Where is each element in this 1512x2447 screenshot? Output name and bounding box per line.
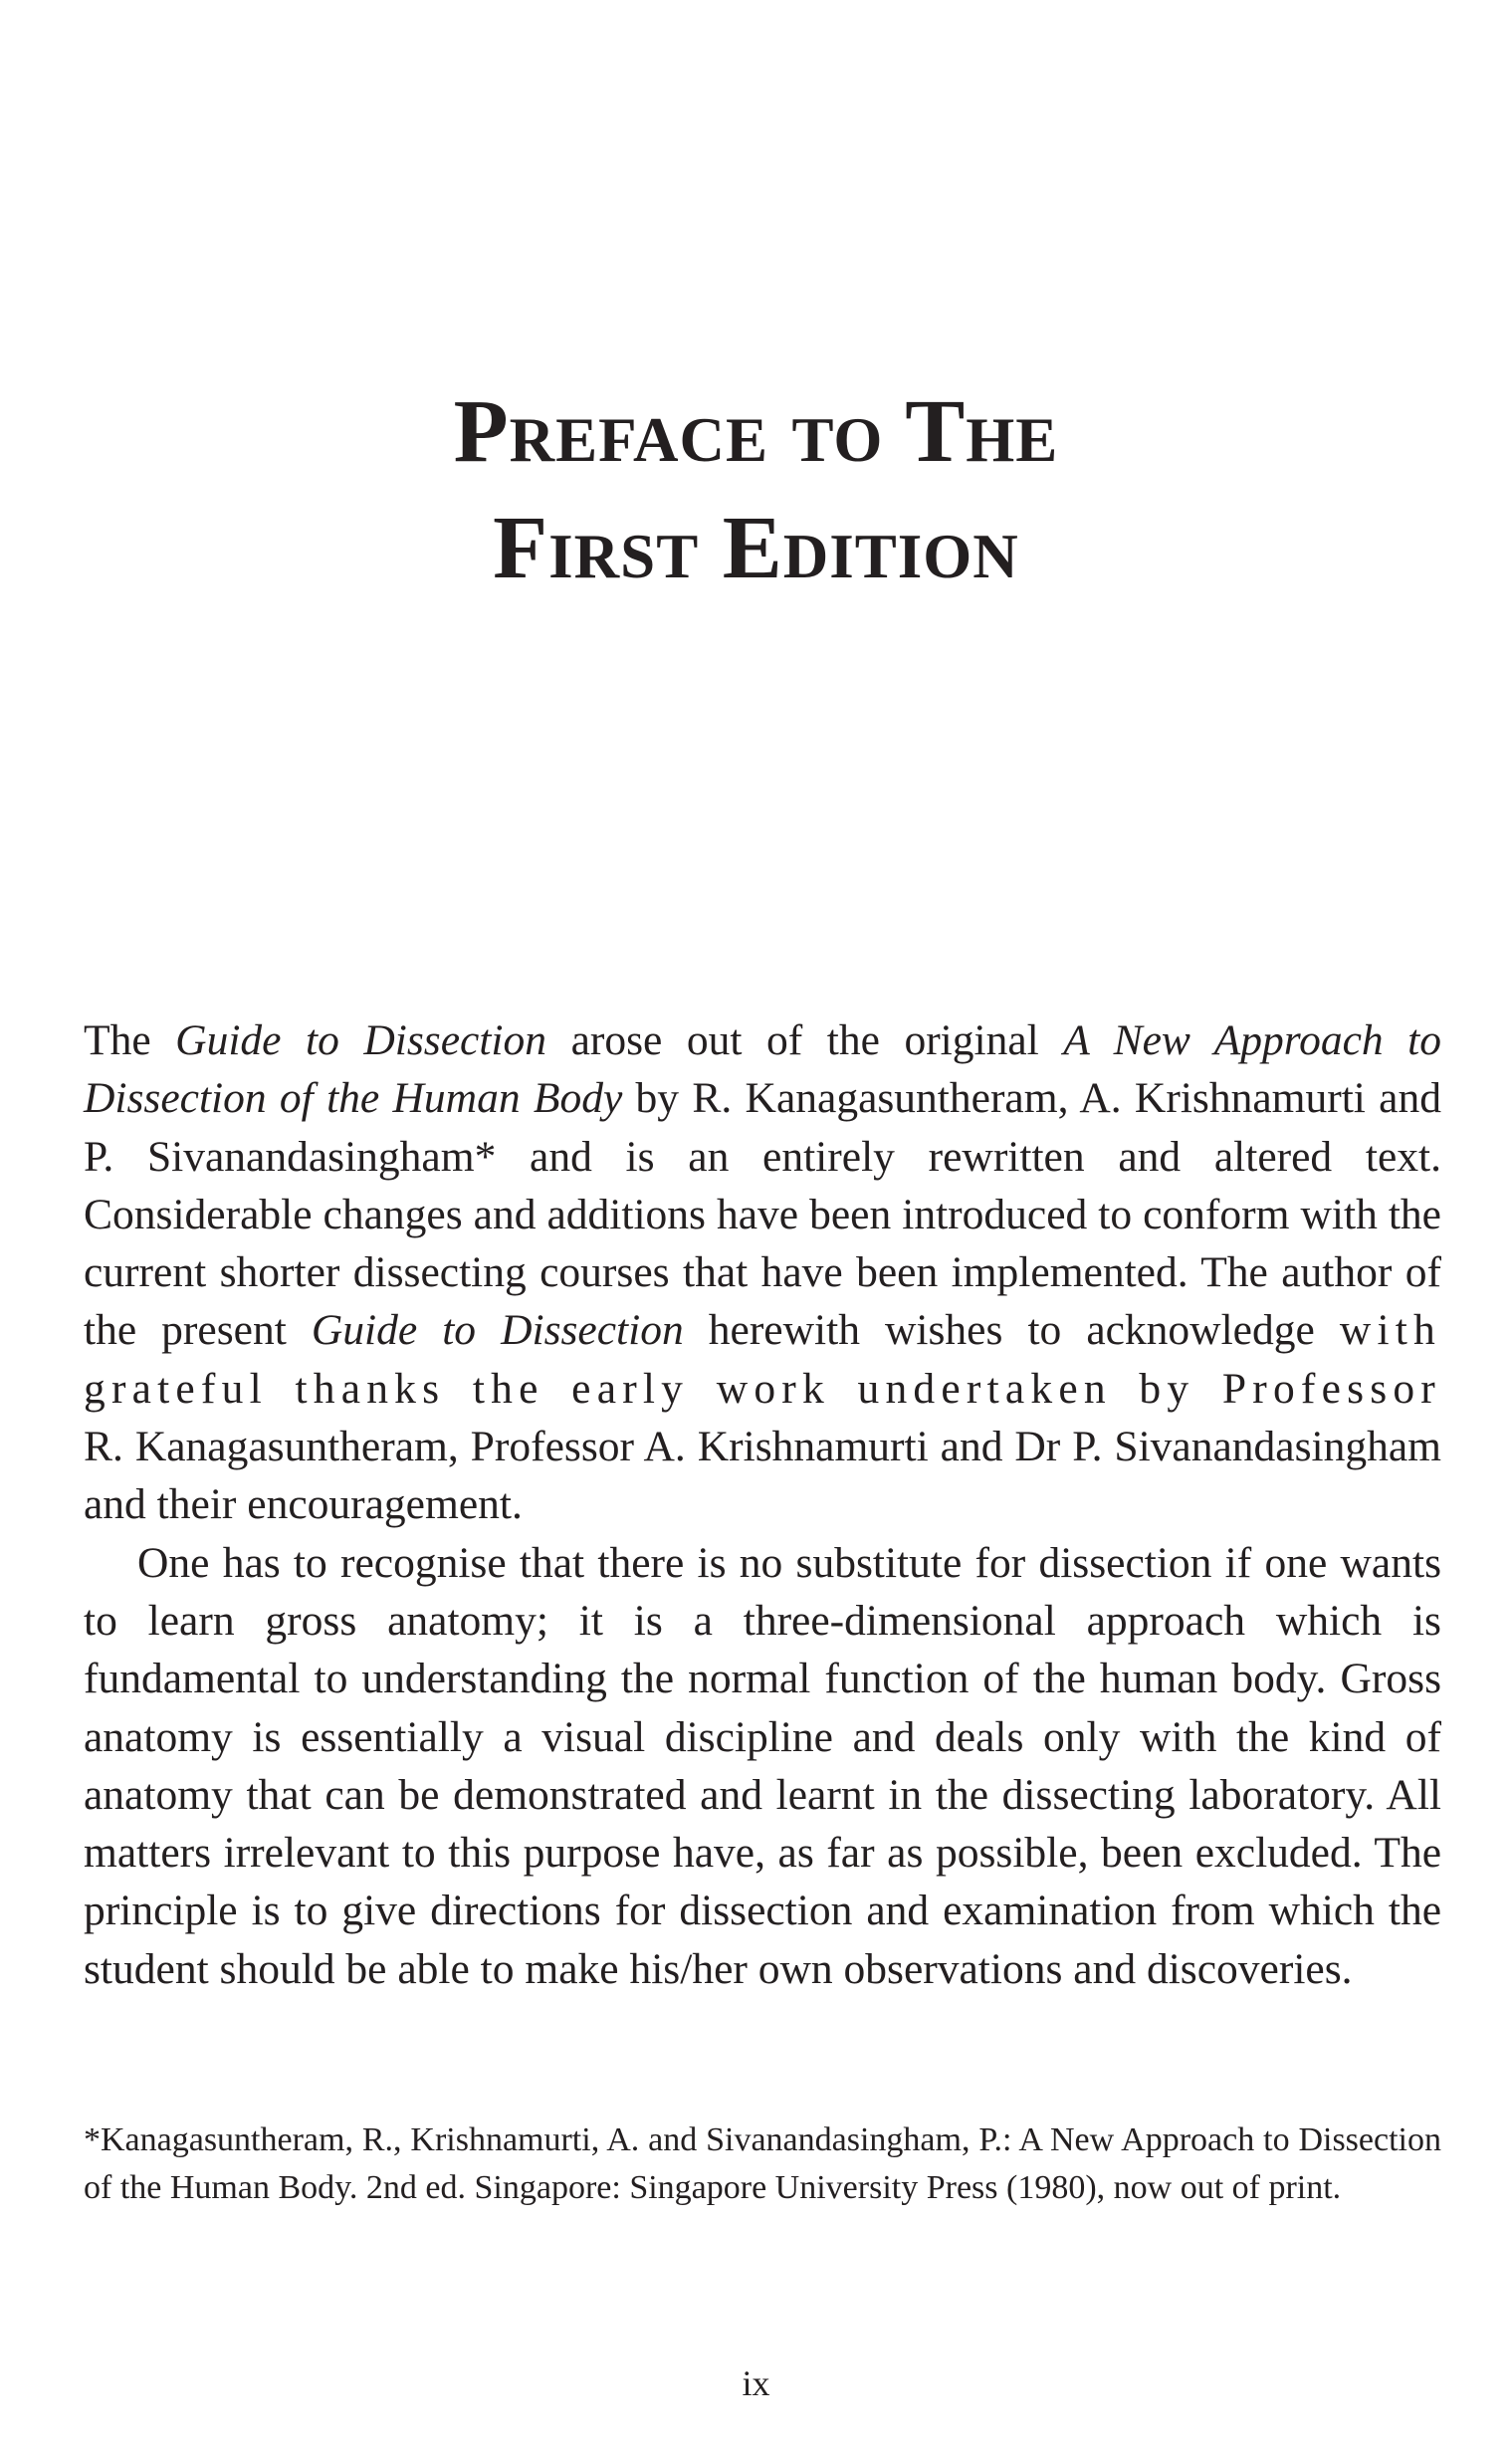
book-title-guide: Guide to Dissection bbox=[175, 1016, 547, 1064]
page-number: ix bbox=[742, 2363, 770, 2403]
paragraph-1-text-b: arose out of the original bbox=[546, 1016, 1064, 1064]
paragraph-1-spaced-line: with grateful thanks the early work undertaken by Professor bbox=[84, 1306, 1441, 1413]
paragraph-1-text-a: The bbox=[84, 1016, 176, 1064]
footnote bbox=[84, 2116, 1441, 2212]
footnote-text: *Kanagasuntheram, R., Krishnamurti, A. and Sivanandasingham, P.: A New Approach to Dissection of the Human Body. 2nd ed. Singapore: Singapore University Press (1980), now out of print. bbox=[84, 2121, 1441, 2206]
paragraph-2: One has to recognise that there is no substitute for dissection if one wants to learn gross anatomy; it is a three-dimensional approach which is fundamental to understanding the normal function of the human body. Gross anatomy is essentially a visual discipline and deals only with the kind of anatomy that can be demonstrated and learnt in the dissecting laboratory. All matters irrelevant to this purpose have, as far as possible, been excluded. The principle is to give directions for dissection and examination from which the student should be able to make his/her own observations and discoveries. bbox=[84, 1538, 1441, 1993]
title-line-2: First Edition bbox=[493, 499, 1019, 597]
preface-body bbox=[84, 1011, 1441, 1998]
paragraph-1-text-d: herewith wishes to acknowledge bbox=[683, 1306, 1340, 1355]
title-line-1: Preface to The bbox=[453, 382, 1059, 481]
book-title-guide-2: Guide to Dissection bbox=[311, 1306, 684, 1355]
paragraph-1-text-e: R. Kanagasuntheram, Professor A. Krishnamurti and Dr P. Sivanandasingham and their encouragement. bbox=[84, 1423, 1441, 1529]
page-title bbox=[0, 373, 1512, 606]
book-title-new-approach: A New Approach to Dissection of the Human Body bbox=[84, 1016, 1441, 1123]
paragraph-1-text-c: by R. Kanagasuntheram, A. Krishnamurti and P. Sivanandasingham* and is an entirely rewritten and altered text. Considerable changes and additions have been introduced to conform with the current shorter dissecting courses that have been implemented. The author of the present bbox=[84, 1074, 1441, 1355]
paragraph-1 bbox=[84, 1011, 1441, 1534]
